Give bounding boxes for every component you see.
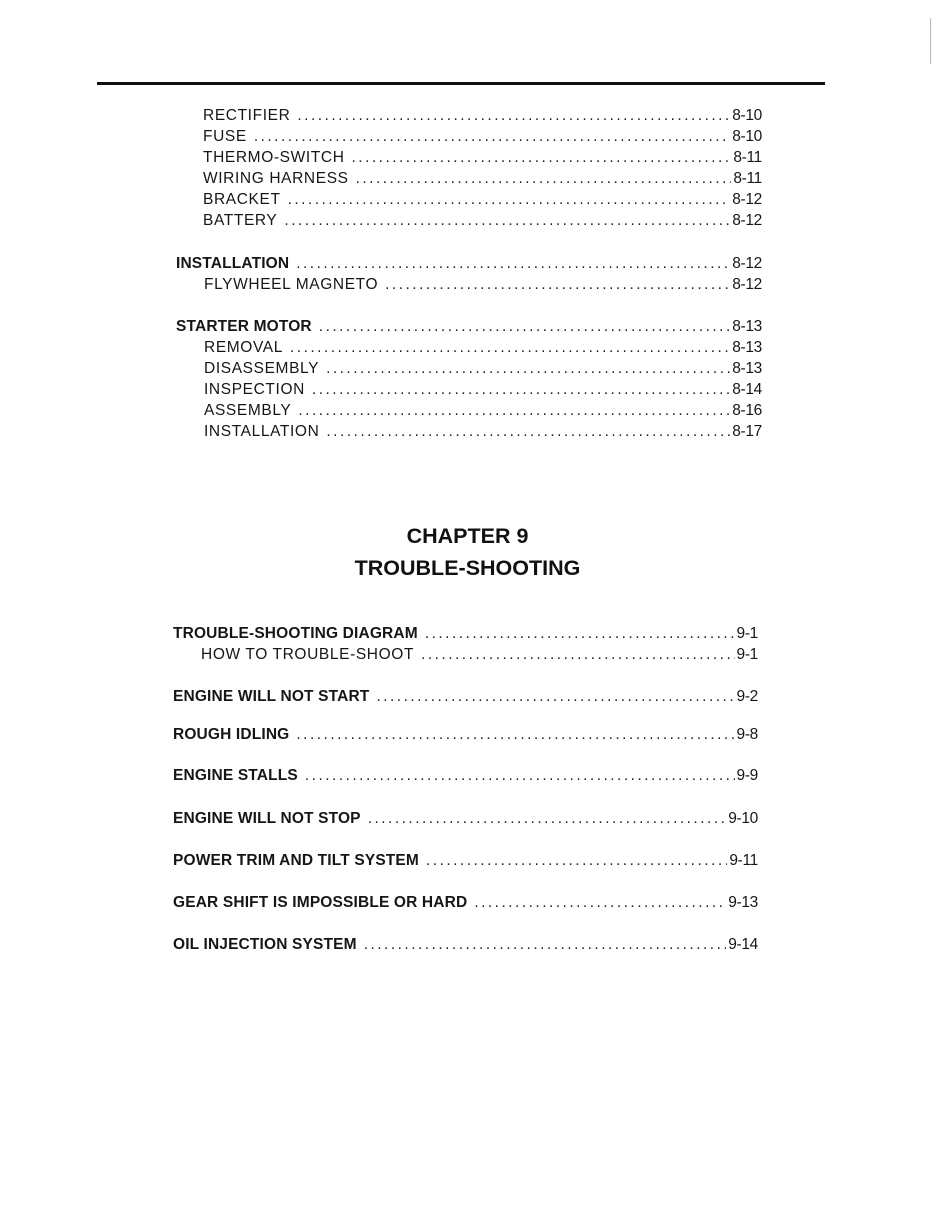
toc-page: 9-2 [736,688,758,705]
toc-page: 9-13 [728,894,758,911]
toc-entry-assembly[interactable] [204,400,762,421]
toc-page: 8-13 [732,318,762,335]
toc-label: THERMO-SWITCH [203,149,345,166]
leader-dots [297,105,730,126]
toc-entry-thermo-switch[interactable] [203,147,762,168]
toc-label: ROUGH IDLING [173,726,290,743]
toc-page: 8-12 [732,276,762,293]
toc-entry-how-to-trouble-shoot[interactable] [201,644,758,665]
leader-dots [288,189,731,210]
toc-page: 8-13 [732,360,762,377]
toc-page: 9-1 [736,646,758,663]
toc-page: 9-8 [736,726,758,743]
header-rule [97,82,825,85]
scan-margin-mark [930,18,931,64]
toc-page: 9-11 [729,852,758,869]
toc-page: 8-10 [732,107,762,124]
leader-dots [298,400,730,421]
leader-dots [376,686,734,707]
toc-entry-installation[interactable] [176,253,762,274]
toc-entry-engine-stalls[interactable] [173,765,758,786]
toc-label: RECTIFIER [203,107,291,124]
toc-page: 9-14 [728,936,758,953]
toc-label: BRACKET [203,191,281,208]
toc-page: 8-16 [732,402,762,419]
toc-label: BATTERY [203,212,278,229]
leader-dots [284,210,730,231]
toc-label: WIRING HARNESS [203,170,349,187]
toc-label: INSPECTION [204,381,305,398]
leader-dots [425,623,735,644]
toc-entry-power-trim-and-tilt-system[interactable] [173,850,758,871]
toc-label: ENGINE WILL NOT STOP [173,810,361,827]
leader-dots [426,850,727,871]
toc-entry-wiring-harness[interactable] [203,168,762,189]
toc-entry-battery[interactable] [203,210,762,231]
leader-dots [290,337,730,358]
toc-entry-inspection[interactable] [204,379,762,400]
toc-page: 8-11 [733,170,762,187]
toc-entry-disassembly[interactable] [204,358,762,379]
toc-label: OIL INJECTION SYSTEM [173,936,357,953]
toc-label: GEAR SHIFT IS IMPOSSIBLE OR HARD [173,894,468,911]
toc-label: ENGINE WILL NOT START [173,688,370,705]
toc-entry-starter-installation[interactable] [204,421,762,442]
toc-entry-flywheel-magneto[interactable] [204,274,762,295]
toc-label: ASSEMBLY [204,402,292,419]
toc-entry-bracket[interactable] [203,189,762,210]
toc-label: DISASSEMBLY [204,360,320,377]
toc-label: POWER TRIM AND TILT SYSTEM [173,852,419,869]
chapter-title: TROUBLE-SHOOTING [354,556,581,580]
toc-page: 8-17 [732,423,762,440]
leader-dots [368,808,727,829]
toc-page: 8-13 [732,339,762,356]
toc-label: STARTER MOTOR [176,318,312,335]
leader-dots [356,168,732,189]
toc-page: 8-12 [732,191,762,208]
toc-page: 8-12 [732,212,762,229]
toc-label: REMOVAL [204,339,283,356]
toc-label: HOW TO TROUBLE-SHOOT [201,646,415,663]
leader-dots [305,765,735,786]
chapter-heading: CHAPTER 9 [406,524,529,548]
toc-label: FLYWHEEL MAGNETO [204,276,379,293]
toc-label: INSTALLATION [204,423,320,440]
toc-label: INSTALLATION [176,255,290,272]
leader-dots [296,724,734,745]
leader-dots [364,934,727,955]
toc-page: 8-10 [732,128,762,145]
leader-dots [319,316,730,337]
leader-dots [474,892,726,913]
toc-entry-rectifier[interactable] [203,105,762,126]
leader-dots [312,379,730,400]
toc-page: 8-12 [732,255,762,272]
toc-entry-gear-shift[interactable] [173,892,758,913]
toc-label: ENGINE STALLS [173,767,298,784]
toc-entry-starter-motor[interactable] [176,316,762,337]
toc-entry-oil-injection-system[interactable] [173,934,758,955]
leader-dots [326,421,730,442]
toc-label: FUSE [203,128,247,145]
toc-label: TROUBLE-SHOOTING DIAGRAM [173,625,418,642]
toc-page: 9-1 [736,625,758,642]
leader-dots [254,126,730,147]
toc-entry-engine-will-not-start[interactable] [173,686,758,707]
toc-entry-removal[interactable] [204,337,762,358]
toc-entry-fuse[interactable] [203,126,762,147]
leader-dots [326,358,730,379]
leader-dots [352,147,732,168]
toc-entry-trouble-shooting-diagram[interactable] [173,623,758,644]
leader-dots [421,644,734,665]
leader-dots [296,253,730,274]
toc-entry-engine-will-not-stop[interactable] [173,808,758,829]
toc-page: 8-11 [733,149,762,166]
toc-page: 9-9 [736,767,758,784]
toc-page: 8-14 [732,381,762,398]
leader-dots [385,274,730,295]
toc-entry-rough-idling[interactable] [173,724,758,745]
toc-page: 9-10 [728,810,758,827]
